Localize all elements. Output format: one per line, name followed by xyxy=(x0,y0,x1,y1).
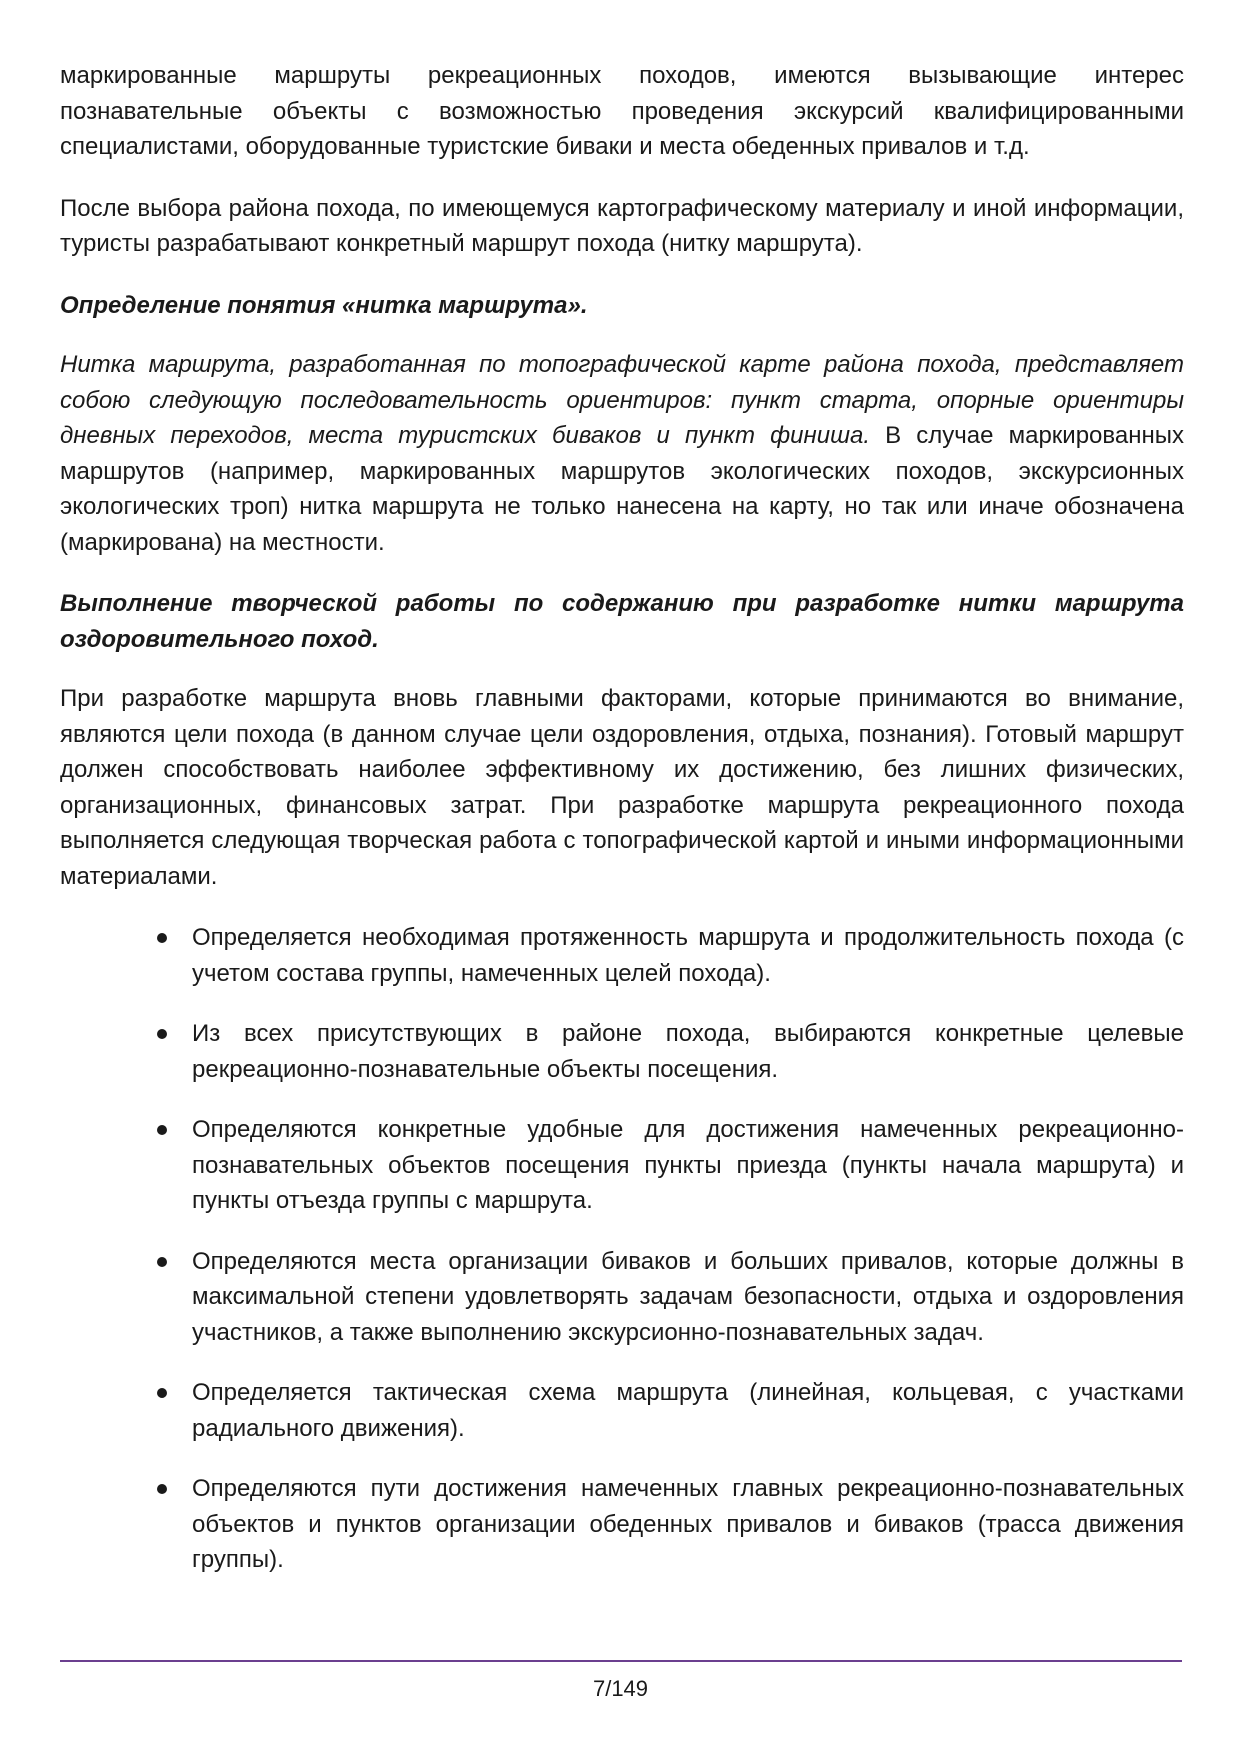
bullet-icon xyxy=(157,1484,167,1494)
list-item-text: Определяется необходимая протяженность маршрута и продолжительность похода (с учетом состава группы, намеченных целей похода). xyxy=(192,924,1184,987)
bullet-icon xyxy=(157,1257,167,1267)
list-item xyxy=(60,920,1184,991)
heading-route-thread-definition: Определение понятия «нитка маршрута». xyxy=(60,291,588,319)
list-item-text: Определяются места организации биваков и больших привалов, которые должны в максимальной степени удовлетворять задачам безопасности, отдыха и оздоровления участников, а также выполнению экскурсионно-познавательных задач. xyxy=(192,1247,1184,1346)
paragraph-route-thread-definition xyxy=(60,347,1184,560)
list-item xyxy=(60,1244,1184,1351)
list-item xyxy=(60,1375,1184,1446)
paragraph-intro-continued: маркированные маршруты рекреационных походов, имеются вызывающие интерес познавательные объекты с возможностью проведения экскурсий квалифицированными специалистами, оборудованные туристские биваки и места обеденных привалов и т.д. xyxy=(60,62,1184,160)
paragraph-route-development: При разработке маршрута вновь главными факторами, которые принимаются во внимание, являются цели похода (в данном случае цели оздоровления, отдыха, познания). Готовый маршрут должен способствовать наиболее эффективному их достижению, без лишних физических, организационных, финансовых затрат. При разработке маршрута рекреационного похода выполняется следующая творческая работа с топографической картой и иными информационными материалами. xyxy=(60,685,1184,890)
document-page xyxy=(60,58,1184,1603)
list-item xyxy=(60,1112,1184,1219)
bullet-icon xyxy=(157,1029,167,1039)
paragraph-route-selection: После выбора района похода, по имеющемуся картографическому материалу и иной информации, туристы разрабатывают конкретный маршрут похода (нитку маршрута). xyxy=(60,194,1184,257)
footer-divider xyxy=(60,1660,1182,1662)
list-item-text: Из всех присутствующих в районе похода, выбираются конкретные целевые рекреационно-познавательные объекты посещения. xyxy=(192,1020,1184,1083)
bullet-icon xyxy=(157,1125,167,1135)
page-number: 7/149 xyxy=(592,1676,649,1701)
bullet-icon xyxy=(157,1388,167,1398)
list-item-text: Определяются пути достижения намеченных главных рекреационно-познавательных объектов и пунктов организации обеденных привалов и биваков (трасса движения группы). xyxy=(192,1475,1184,1573)
definition-italic-text: Нитка маршрута, разработанная по топографической карте района похода, представляет собою следующую последовательность ориентиров: пункт старта, опорные ориентиры дневных переходов, места туристских биваков и пункт финиша. xyxy=(60,351,1184,449)
bullet-list xyxy=(60,920,1184,1578)
list-item xyxy=(60,1016,1184,1087)
list-item xyxy=(60,1471,1184,1578)
bullet-icon xyxy=(157,933,167,943)
definition-regular-text: В случае маркированных маршрутов (например, маркированных маршрутов экологических походов, экскурсионных экологических троп) нитка маршрута не только нанесена на карту, но так или иначе обозначена (маркирована) на местности. xyxy=(60,422,1184,556)
list-item-text: Определяются конкретные удобные для достижения намеченных рекреационно-познавательных объектов посещения пункты приезда (пункты начала маршрута) и пункты отъезда группы с маршрута. xyxy=(192,1116,1184,1214)
heading-creative-work: Выполнение творческой работы по содержанию при разработке нитки маршрута оздоровительного поход. xyxy=(60,590,1184,653)
list-item-text: Определяется тактическая схема маршрута (линейная, кольцевая, с участками радиального движения). xyxy=(192,1379,1184,1442)
